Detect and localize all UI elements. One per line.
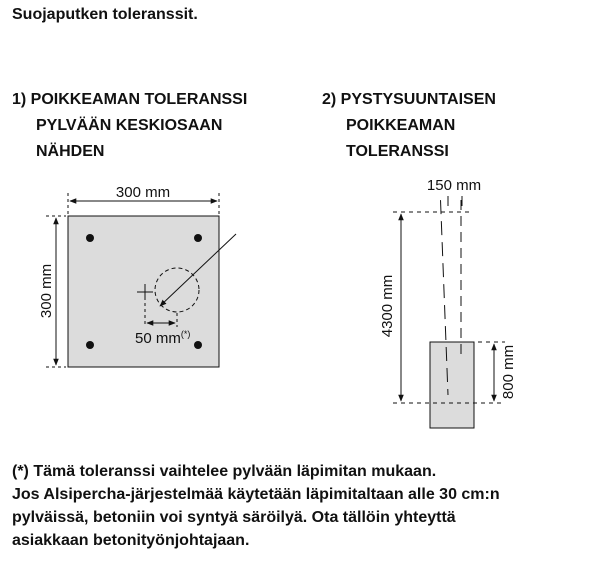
page-title: Suojaputken toleranssit. [12, 6, 198, 23]
bolt-hole-bottom-right [194, 341, 202, 349]
footnote-line-1: (*) Tämä toleranssi vaihtelee pylvään läpimitan mukaan. [12, 463, 437, 480]
section1-line-1: 1) POIKKEAMAN TOLERANSSI [12, 91, 248, 108]
concrete-base [430, 342, 474, 428]
section2-line-3: TOLERANSSI [346, 143, 449, 160]
offset-value: 50 mm [135, 330, 181, 347]
bolt-hole-top-right [194, 234, 202, 242]
footnote-line-3: pylväissä, betoniin voi syntyä säröilyä. Ota tällöin yhteyttä [12, 509, 456, 526]
height-label: 300 mm [38, 263, 55, 319]
top-offset-label: 150 mm [426, 177, 482, 194]
bolt-hole-top-left [86, 234, 94, 242]
footnote-line-4: asiakkaan betonityönjohtajaan. [12, 532, 250, 549]
bolt-hole-bottom-left [86, 341, 94, 349]
footnote-line-2: Jos Alsipercha-järjestelmää käytetään läpimitaltaan alle 30 cm:n [12, 486, 500, 503]
pole-height-label: 4300 mm [379, 274, 396, 338]
section1-line-3: NÄHDEN [36, 143, 105, 160]
diagram-vertical [379, 177, 517, 428]
base-height-label: 800 mm [500, 344, 517, 400]
diagram-plate [38, 184, 236, 367]
section2-line-1: 2) PYSTYSUUNTAISEN [322, 91, 496, 108]
offset-note-mark: (*) [180, 329, 191, 339]
footnote [12, 460, 572, 552]
section2-line-2: POIKKEAMAN [346, 117, 456, 134]
section1-line-2: PYLVÄÄN KESKIOSAAN [36, 117, 223, 134]
width-label: 300 mm [115, 184, 171, 201]
